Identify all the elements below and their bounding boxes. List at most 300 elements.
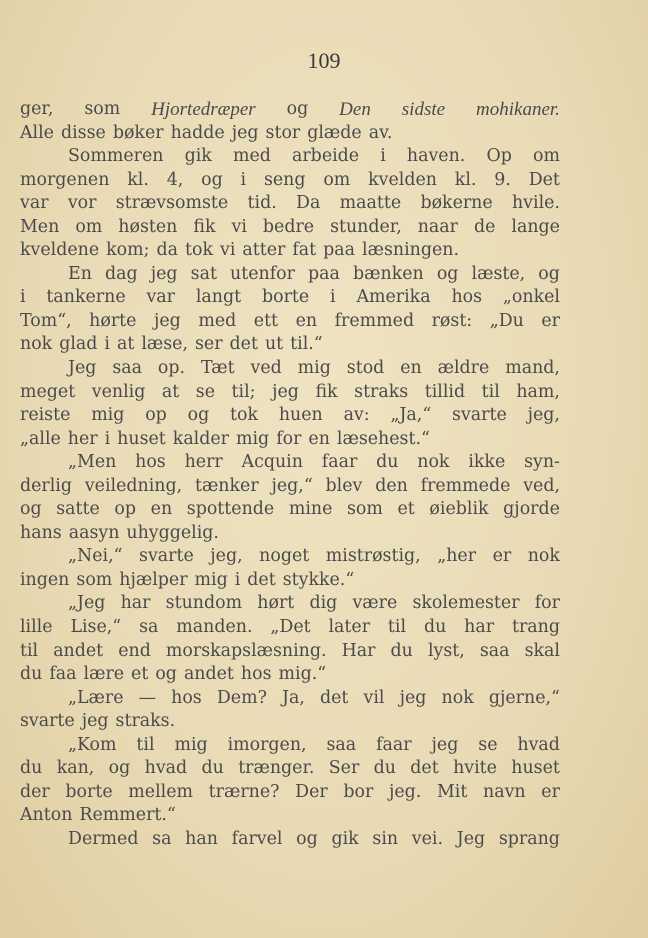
word: Anton: [20, 805, 73, 826]
word: om: [532, 146, 560, 167]
word: ikke: [468, 452, 506, 473]
word: paa: [323, 240, 356, 261]
word: stod: [346, 358, 385, 379]
word: kveldene: [20, 240, 100, 261]
text-line: [20, 663, 560, 687]
word: huset: [511, 758, 560, 779]
word: hørt: [257, 593, 295, 614]
word: da: [156, 240, 179, 261]
word: jeg,: [210, 546, 243, 567]
word: i: [380, 146, 386, 167]
word: nok: [441, 687, 474, 708]
word: trærne?: [208, 781, 280, 802]
word: mand,: [505, 358, 560, 379]
page-number: 109: [307, 48, 341, 73]
word: lyst,: [427, 640, 465, 661]
word: læse,: [141, 334, 188, 355]
word: gik: [184, 146, 212, 167]
word: du: [373, 758, 396, 779]
text-line: [20, 734, 560, 758]
word: han: [185, 828, 218, 849]
word: Ser: [328, 758, 360, 779]
word: Den: [339, 99, 371, 120]
word: en: [295, 310, 318, 331]
word: Op: [486, 146, 512, 167]
word: jeg: [231, 122, 259, 143]
word: hans: [20, 522, 62, 543]
word: til;: [231, 381, 256, 402]
word: „her: [437, 546, 477, 567]
text-line: [20, 710, 560, 734]
word: dag: [105, 263, 138, 284]
word: svarte: [452, 405, 507, 426]
word: jeg: [431, 734, 459, 755]
text-line: [20, 498, 560, 522]
word: hos: [135, 452, 166, 473]
text-line: [20, 122, 560, 146]
word: huen: [278, 405, 323, 426]
word: hjælper: [119, 569, 188, 590]
word: sat: [190, 263, 217, 284]
word: og: [155, 664, 177, 685]
word: sidste: [401, 99, 446, 120]
word: fremmed: [334, 310, 415, 331]
word: En: [68, 263, 92, 284]
word: Men: [20, 216, 60, 237]
word: bedre: [262, 216, 315, 237]
word: kvelden: [368, 169, 437, 190]
word: læste,: [471, 263, 526, 284]
word: ut: [264, 334, 284, 355]
word: ingen: [20, 569, 70, 590]
word: 4,: [166, 169, 184, 190]
word: at: [116, 334, 135, 355]
word: Amerika: [356, 287, 431, 308]
word: ældre: [437, 358, 490, 379]
word: stunder,: [330, 216, 402, 237]
word: i: [104, 334, 110, 355]
word: og: [296, 828, 318, 849]
word: uhyggelig.: [126, 522, 219, 543]
word: tok: [185, 240, 214, 261]
word: med: [198, 310, 237, 331]
word: Har: [341, 640, 376, 661]
word: jeg: [81, 711, 109, 732]
text-line: [20, 357, 560, 381]
word: mig: [174, 734, 208, 755]
text-line: [20, 239, 560, 263]
word: Lise,“: [70, 617, 122, 638]
word: og: [436, 263, 459, 284]
word: faar: [321, 452, 358, 473]
word: mig: [297, 358, 331, 379]
word: mine: [288, 499, 333, 520]
word: haven.: [406, 146, 466, 167]
word: var: [146, 287, 175, 308]
word: manden.: [176, 617, 253, 638]
word: aasyn: [68, 522, 120, 543]
word: i: [104, 428, 111, 449]
word: mig: [91, 405, 125, 426]
word: den: [375, 475, 408, 496]
word: med: [232, 146, 271, 167]
word: „Kom: [68, 734, 117, 755]
word: om: [323, 169, 351, 190]
word: har: [120, 593, 151, 614]
word: kl.: [127, 169, 149, 190]
word: i: [330, 287, 336, 308]
word: saa: [112, 358, 142, 379]
word: navn: [483, 781, 526, 802]
word: „onkel: [502, 287, 560, 308]
word: svarte: [20, 711, 75, 732]
word: hadde: [170, 122, 225, 143]
word: Tæt: [200, 358, 235, 379]
word: jeg.: [388, 781, 422, 802]
word: til: [481, 381, 500, 402]
word: „alle: [20, 428, 61, 449]
text-line: [20, 781, 560, 805]
word: imorgen,: [227, 734, 307, 755]
word: vi: [231, 216, 247, 237]
word: gjorde: [503, 499, 560, 520]
word: fremmede: [420, 475, 511, 496]
text-line: [20, 381, 560, 405]
word: jeg,: [527, 405, 560, 426]
word: hvad: [517, 734, 560, 755]
word: kalder: [172, 428, 229, 449]
word: de: [473, 216, 496, 237]
word: du: [20, 758, 43, 779]
word: Remmert.“: [79, 805, 176, 826]
word: maatte: [339, 193, 402, 214]
word: venlig: [91, 381, 146, 402]
word: Der: [295, 781, 328, 802]
word: av.: [368, 122, 393, 143]
word: hos: [171, 687, 202, 708]
word: Alle: [20, 122, 54, 143]
word: seng: [263, 169, 306, 190]
word: stor: [265, 122, 301, 143]
word: mistrøstig,: [325, 546, 421, 567]
word: om: [75, 216, 103, 237]
text-line: [20, 545, 560, 569]
word: jeg,“: [271, 475, 313, 496]
word: og: [201, 169, 223, 190]
word: for: [276, 428, 302, 449]
word: bænken: [353, 263, 424, 284]
word: nok: [417, 452, 450, 473]
word: ett: [253, 310, 279, 331]
word: end: [118, 640, 151, 661]
word: du: [423, 617, 447, 638]
word: borte: [261, 287, 310, 308]
word: blev: [325, 475, 363, 496]
word: for: [534, 593, 560, 614]
word: skolemester: [412, 593, 520, 614]
word: Tom“,: [20, 310, 72, 331]
word: op: [145, 405, 167, 426]
word: disse: [60, 122, 106, 143]
word: har: [464, 617, 495, 638]
word: straks: [354, 381, 409, 402]
word: stundom: [165, 593, 243, 614]
word: tænker: [194, 475, 259, 496]
word: bøkerne: [420, 193, 493, 214]
word: øieblik: [429, 499, 489, 520]
word: og: [20, 499, 42, 520]
word: faa: [49, 664, 77, 685]
word: til: [387, 617, 407, 638]
text-line: [20, 428, 560, 452]
word: det: [410, 758, 439, 779]
word: vei.: [411, 828, 444, 849]
word: være: [352, 593, 398, 614]
word: gik: [331, 828, 359, 849]
word: det: [247, 569, 276, 590]
word: røst:: [431, 310, 473, 331]
word: sa: [152, 828, 172, 849]
word: kl.: [454, 169, 477, 190]
word: av:: [343, 405, 370, 426]
word: til.“: [290, 334, 323, 355]
word: Dem?: [216, 687, 267, 708]
word: var: [20, 193, 49, 214]
text-line: [20, 263, 560, 287]
word: veiledning,: [84, 475, 183, 496]
word: er: [492, 546, 512, 567]
word: Dermed: [68, 828, 139, 849]
word: hvite: [453, 758, 497, 779]
word: at: [161, 381, 180, 402]
word: jeg: [399, 687, 427, 708]
text-line: [20, 475, 560, 499]
word: lille: [20, 617, 53, 638]
word: glad: [59, 334, 98, 355]
word: later: [328, 617, 371, 638]
word: morgenen: [20, 169, 110, 190]
word: Mit: [436, 781, 468, 802]
word: andet: [53, 640, 104, 661]
text-line: [20, 169, 560, 193]
word: her: [67, 428, 98, 449]
word: meget: [20, 381, 76, 402]
word: mig: [194, 569, 228, 590]
word: Ja,: [282, 687, 305, 708]
word: tok: [230, 405, 259, 426]
word: som: [84, 99, 121, 119]
word: nok: [20, 334, 53, 355]
word: op.: [157, 358, 186, 379]
word: du: [376, 452, 399, 473]
word: Da: [296, 193, 321, 214]
word: gjerne,“: [488, 687, 560, 708]
word: til: [20, 640, 39, 661]
text-line: [20, 192, 560, 216]
word: jeg: [272, 381, 299, 402]
text-line: [20, 98, 560, 122]
text-line: [20, 592, 560, 616]
word: ved: [250, 358, 282, 379]
word: ser: [195, 334, 223, 355]
word: vi: [220, 240, 236, 261]
word: tankerne: [46, 287, 126, 308]
word: en: [308, 428, 330, 449]
word: „Lære: [68, 687, 124, 708]
word: strævsomste: [115, 193, 229, 214]
word: og: [108, 758, 131, 779]
word: er: [541, 310, 560, 331]
word: saa: [479, 640, 510, 661]
word: morskapslæsning.: [165, 640, 327, 661]
word: lære: [83, 664, 125, 685]
word: en: [400, 358, 422, 379]
text-line: [20, 687, 560, 711]
word: „Du: [489, 310, 524, 331]
word: og: [286, 99, 309, 119]
text-line: [20, 216, 560, 240]
word: i: [20, 287, 26, 308]
text-line: [20, 828, 560, 852]
word: læsningen.: [362, 240, 459, 261]
word: hørte: [89, 310, 137, 331]
word: Acquin: [241, 452, 303, 473]
word: stykke.“: [282, 569, 355, 590]
word: Hjortedræper: [151, 99, 256, 120]
text-line: [20, 333, 560, 357]
word: der: [20, 781, 50, 802]
word: reiste: [20, 405, 71, 426]
word: du: [390, 640, 413, 661]
word: atter: [242, 240, 286, 261]
word: i: [234, 569, 241, 590]
word: fik: [193, 216, 216, 237]
word: —: [138, 687, 157, 708]
word: utenfor: [230, 263, 295, 284]
word: op: [114, 499, 137, 520]
word: glæde: [307, 122, 362, 143]
word: „Det: [270, 617, 311, 638]
word: mellem: [128, 781, 193, 802]
word: lange: [511, 216, 560, 237]
word: du: [201, 758, 224, 779]
word: et: [131, 664, 149, 685]
word: arbeide: [292, 146, 360, 167]
word: vil: [363, 687, 385, 708]
word: en: [150, 499, 173, 520]
text-line: [20, 804, 560, 828]
word: ger,: [20, 99, 54, 119]
word: langt: [195, 287, 242, 308]
word: som: [347, 499, 383, 520]
word: faar: [376, 734, 412, 755]
word: dig: [309, 593, 338, 614]
word: vor: [67, 193, 97, 214]
word: straks.: [115, 711, 176, 732]
word: naar: [417, 216, 458, 237]
word: „Ja,“: [390, 405, 432, 426]
word: Det: [528, 169, 560, 190]
word: læsehest.“: [336, 428, 430, 449]
word: og: [187, 405, 210, 426]
body-text: [20, 98, 560, 852]
word: borte: [65, 781, 113, 802]
word: hvile.: [511, 193, 560, 214]
word: sprang: [498, 828, 560, 849]
word: mig.“: [278, 664, 327, 685]
text-line: [20, 404, 560, 428]
word: „Men: [68, 452, 117, 473]
word: tid.: [247, 193, 277, 214]
word: kan,: [56, 758, 95, 779]
text-line: [20, 569, 560, 593]
word: mig: [236, 428, 270, 449]
word: det: [320, 687, 349, 708]
text-line: [20, 145, 560, 169]
word: „Nei,“: [68, 546, 123, 567]
word: sa: [139, 617, 159, 638]
word: i: [240, 169, 247, 190]
word: skal: [524, 640, 560, 661]
word: tillid: [424, 381, 466, 402]
word: nok: [527, 546, 560, 567]
word: og: [538, 263, 560, 284]
word: ham,: [516, 381, 560, 402]
word: sin: [372, 828, 399, 849]
word: satte: [56, 499, 100, 520]
word: et: [397, 499, 415, 520]
word: „Jeg: [68, 593, 106, 614]
word: som: [76, 569, 113, 590]
word: saa: [326, 734, 357, 755]
word: høsten: [118, 216, 178, 237]
word: mohikaner.: [476, 99, 560, 120]
word: ved,: [523, 475, 560, 496]
word: jeg: [153, 310, 181, 331]
word: derlig: [20, 475, 72, 496]
word: kom;: [106, 240, 150, 261]
word: 9.: [494, 169, 511, 190]
word: svarte: [139, 546, 194, 567]
word: trang: [511, 617, 560, 638]
text-line: [20, 522, 560, 546]
word: du: [20, 664, 43, 685]
word: er: [541, 781, 560, 802]
word: hos: [240, 664, 272, 685]
word: fik: [315, 381, 338, 402]
word: noget: [259, 546, 310, 567]
text-line: [20, 640, 560, 664]
word: spottende: [186, 499, 275, 520]
text-line: [20, 286, 560, 310]
word: hvad: [144, 758, 188, 779]
word: Sommeren: [68, 146, 164, 167]
word: jeg: [150, 263, 178, 284]
word: Jeg: [456, 828, 486, 849]
text-line: [20, 310, 560, 334]
word: herr: [184, 452, 223, 473]
text-line: [20, 757, 560, 781]
word: trænger.: [238, 758, 315, 779]
word: syn-: [524, 452, 560, 473]
word: fat: [292, 240, 317, 261]
word: paa: [308, 263, 340, 284]
text-line: [20, 451, 560, 475]
text-line: [20, 616, 560, 640]
word: se: [478, 734, 498, 755]
word: bor: [343, 781, 374, 802]
word: Jeg: [68, 358, 97, 379]
